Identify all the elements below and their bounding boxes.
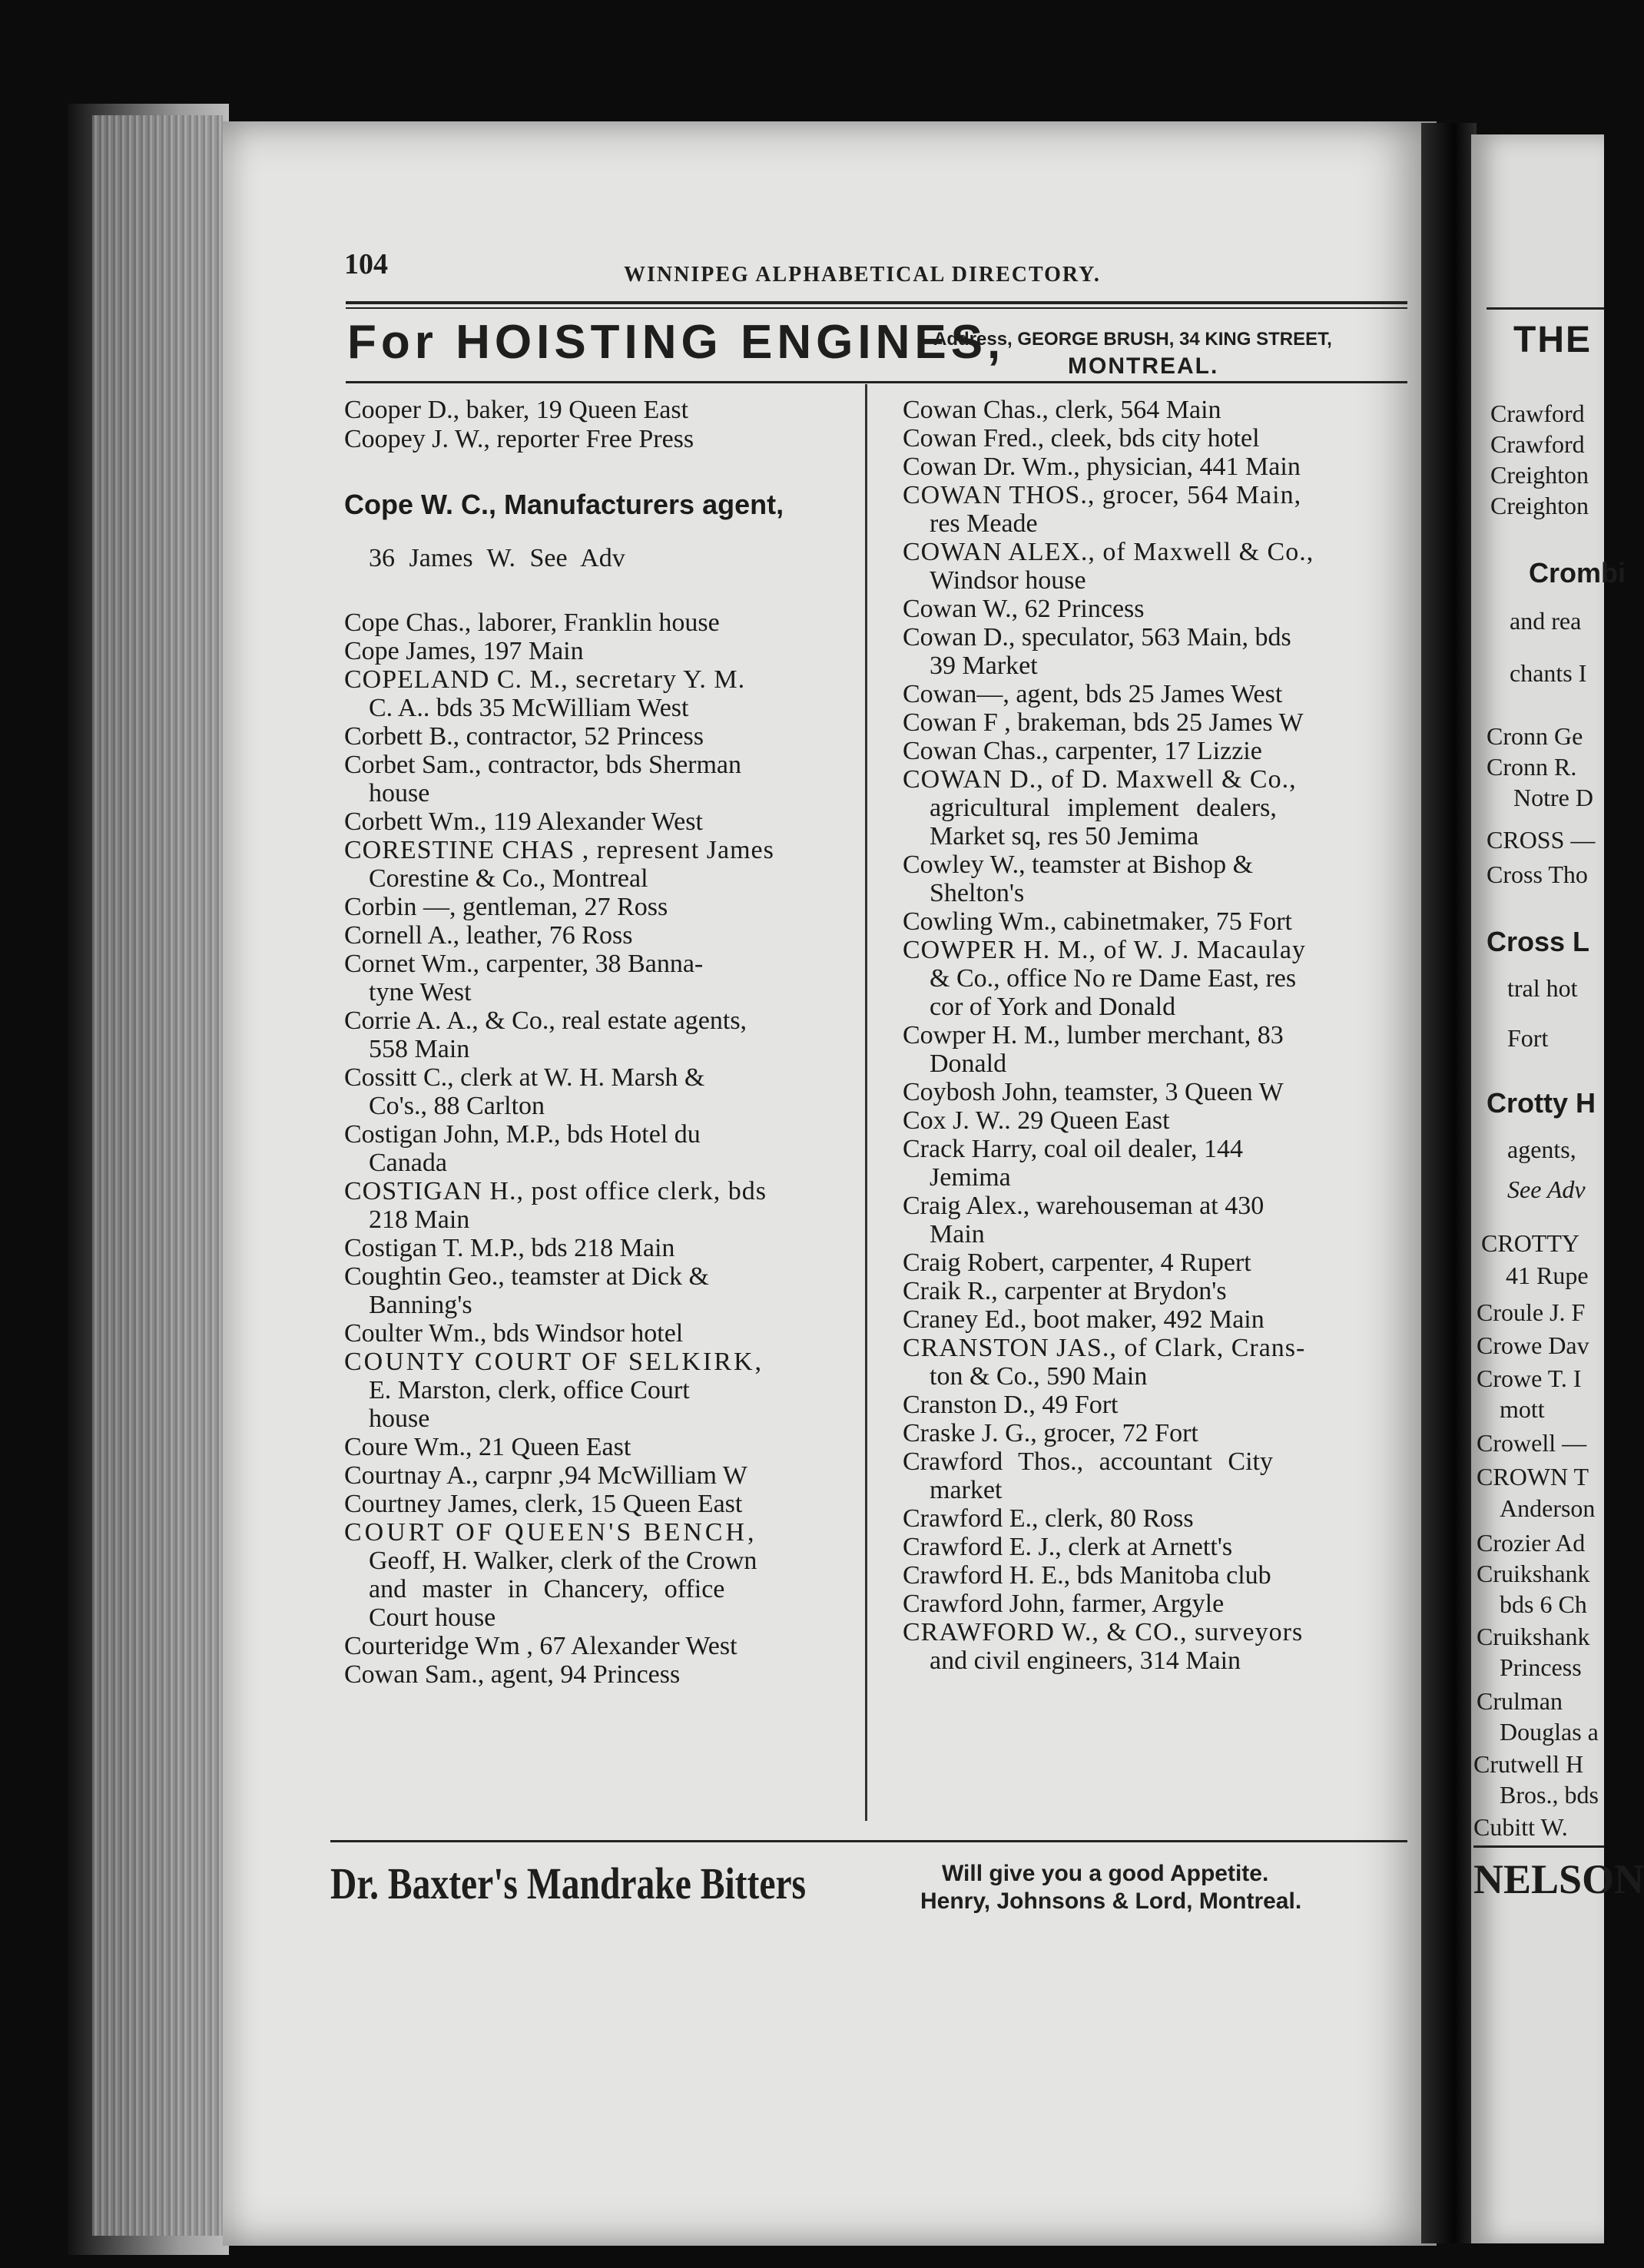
list-item: Anderson (1500, 1494, 1596, 1522)
list-item: Windsor house (930, 566, 1086, 595)
list-item: 558 Main (369, 1035, 470, 1063)
list-item: Cowling Wm., cabinetmaker, 75 Fort (903, 907, 1292, 936)
list-item: Crawford H. E., bds Manitoba club (903, 1561, 1271, 1590)
list-item: Notre D (1513, 784, 1593, 811)
list-item: Cruikshank (1477, 1560, 1590, 1587)
list-item: Cowan W., 62 Princess (903, 595, 1145, 623)
list-item: Bros., bds (1500, 1781, 1599, 1809)
list-item: and civil engineers, 314 Main (930, 1646, 1241, 1675)
list-item: Crowe T. I (1477, 1364, 1582, 1392)
list-item: Creighton (1490, 461, 1589, 489)
appetite-ad-line: Will give you a good Appetite. (942, 1861, 1269, 1886)
advertiser-line: Henry, Johnsons & Lord, Montreal. (920, 1888, 1302, 1914)
list-item: Crawford (1490, 400, 1585, 427)
list-item: and master in Chancery, office (369, 1575, 725, 1603)
list-item: COWAN ALEX., of Maxwell & Co., (903, 538, 1314, 566)
list-item: Canada (369, 1149, 447, 1177)
list-item: Cowan Chas., carpenter, 17 Lizzie (903, 737, 1262, 765)
list-item: Geoff, H. Walker, clerk of the Crown (369, 1547, 757, 1575)
header-rule-thin (346, 307, 1407, 309)
list-item: Courtney James, clerk, 15 Queen East (344, 1490, 743, 1518)
list-item: Cope W. C., Manufacturers agent, (344, 489, 784, 520)
list-item: Cowan Fred., cleek, bds city hotel (903, 424, 1260, 453)
list-item: Corbett B., contractor, 52 Princess (344, 722, 704, 751)
list-item: CROSS — (1487, 826, 1596, 854)
facing-page-header: THE (1513, 320, 1592, 360)
list-item: Cowan F , brakeman, bds 25 James W (903, 708, 1304, 737)
list-item: COWAN THOS., grocer, 564 Main, (903, 481, 1302, 509)
list-item: Banning's (369, 1291, 472, 1319)
list-item: Croule J. F (1477, 1298, 1586, 1326)
list-item: Donald (930, 1049, 1007, 1078)
book-gutter (1421, 123, 1477, 2243)
list-item: Princess (1500, 1653, 1582, 1681)
bottom-ad-rule (330, 1840, 1407, 1842)
ad-rule (346, 381, 1407, 383)
list-item: Coulter Wm., bds Windsor hotel (344, 1319, 684, 1348)
list-item: agents, (1507, 1136, 1576, 1163)
facing-header-rule (1487, 307, 1604, 310)
list-item: bds 6 Ch (1500, 1590, 1587, 1618)
list-item: Coure Wm., 21 Queen East (344, 1433, 631, 1461)
list-item: Court house (369, 1603, 496, 1632)
list-item: Cossitt C., clerk at W. H. Marsh & (344, 1063, 705, 1092)
list-item: Craney Ed., boot maker, 492 Main (903, 1305, 1264, 1334)
list-item: Craig Robert, carpenter, 4 Rupert (903, 1248, 1251, 1277)
list-item: house (369, 779, 430, 807)
list-item: Creighton (1490, 492, 1589, 519)
list-item: chants I (1510, 659, 1587, 687)
list-item: Courtnay A., carpnr ,94 McWilliam W (344, 1461, 747, 1490)
list-item: Cranston D., 49 Fort (903, 1391, 1119, 1419)
list-item: Crawford Thos., accountant City (903, 1447, 1274, 1476)
list-item: Cornell A., leather, 76 Ross (344, 921, 633, 950)
list-item: COWAN D., of D. Maxwell & Co., (903, 765, 1297, 794)
list-item: Cowan Chas., clerk, 564 Main (903, 396, 1221, 424)
list-item: Cooper D., baker, 19 Queen East (344, 396, 689, 424)
list-item: tral hot (1507, 974, 1578, 1002)
list-item: Crack Harry, coal oil dealer, 144 (903, 1135, 1243, 1163)
hoisting-engines-ad: For HOISTING ENGINES, (347, 316, 1006, 369)
list-item: COPELAND C. M., secretary Y. M. (344, 665, 746, 694)
list-item: Crozier Ad (1477, 1529, 1586, 1557)
list-item: res Meade (930, 509, 1038, 538)
list-item: CRAWFORD W., & CO., surveyors (903, 1618, 1304, 1646)
facing-bottom-rule (1473, 1845, 1604, 1848)
list-item: NELSON (1473, 1856, 1644, 1902)
list-item: Crawford John, farmer, Argyle (903, 1590, 1225, 1618)
list-item: CORESTINE CHAS , represent James (344, 836, 774, 864)
list-item: Crowell — (1477, 1429, 1587, 1457)
list-item: COURT OF QUEEN'S BENCH, (344, 1518, 757, 1547)
list-item: tyne West (369, 978, 472, 1006)
list-item: house (369, 1404, 430, 1433)
list-item: Cox J. W.. 29 Queen East (903, 1106, 1170, 1135)
list-item: COWPER H. M., of W. J. Macaulay (903, 936, 1306, 964)
list-item: Coybosh John, teamster, 3 Queen W (903, 1078, 1284, 1106)
list-item: Crowe Dav (1477, 1331, 1589, 1359)
list-item: Fort (1507, 1024, 1549, 1052)
list-item: Cowan D., speculator, 563 Main, bds (903, 623, 1291, 652)
list-item: Crawford E., clerk, 80 Ross (903, 1504, 1194, 1533)
list-item: Cowan Sam., agent, 94 Princess (344, 1660, 681, 1689)
list-item: Crawford (1490, 430, 1585, 458)
list-item: Crotty H (1487, 1087, 1596, 1119)
list-item: Cross L (1487, 926, 1590, 957)
list-item: Costigan T. M.P., bds 218 Main (344, 1234, 675, 1262)
column-divider (865, 384, 867, 1821)
list-item: Cubitt W. (1473, 1813, 1568, 1841)
list-item: agricultural implement dealers, (930, 794, 1277, 822)
list-item: market (930, 1476, 1003, 1504)
list-item: Cope James, 197 Main (344, 637, 584, 665)
list-item: Market sq, res 50 Jemima (930, 822, 1199, 850)
list-item: COSTIGAN H., post office clerk, bds (344, 1177, 767, 1205)
page-title: WINNIPEG ALPHABETICAL DIRECTORY. (624, 263, 1101, 287)
list-item: Craik R., carpenter at Brydon's (903, 1277, 1227, 1305)
list-item: E. Marston, clerk, office Court (369, 1376, 690, 1404)
list-item: Shelton's (930, 879, 1025, 907)
list-item: See Adv (1507, 1175, 1586, 1203)
list-item: 218 Main (369, 1205, 470, 1234)
header-rule (346, 301, 1407, 304)
list-item: Cronn R. (1487, 753, 1577, 781)
ad-city: MONTREAL. (1068, 353, 1219, 379)
list-item: Corbett Wm., 119 Alexander West (344, 807, 703, 836)
list-item: Cruikshank (1477, 1623, 1590, 1650)
list-item: Crulman (1477, 1687, 1563, 1715)
list-item: Corestine & Co., Montreal (369, 864, 648, 893)
list-item: Cope Chas., laborer, Franklin house (344, 608, 720, 637)
list-item: Crutwell H (1473, 1750, 1584, 1778)
list-item: Craske J. G., grocer, 72 Fort (903, 1419, 1198, 1447)
mandrake-bitters-ad: Dr. Baxter's Mandrake Bitters (330, 1858, 807, 1908)
list-item: Coughtin Geo., teamster at Dick & (344, 1262, 709, 1291)
list-item: ton & Co., 590 Main (930, 1362, 1148, 1391)
list-item: CRANSTON JAS., of Clark, Crans- (903, 1334, 1306, 1362)
list-item: Cronn Ge (1487, 722, 1583, 750)
list-item: Cowley W., teamster at Bishop & (903, 850, 1254, 879)
list-item: Crawford E. J., clerk at Arnett's (903, 1533, 1233, 1561)
list-item: CROTTY (1481, 1229, 1579, 1257)
ad-address: Address, GEORGE BRUSH, 34 KING STREET, (933, 329, 1332, 350)
list-item: Corbet Sam., contractor, bds Sherman (344, 751, 742, 779)
list-item: CROWN T (1477, 1463, 1589, 1490)
list-item: Coopey J. W., reporter Free Press (344, 425, 694, 453)
list-item: Courteridge Wm , 67 Alexander West (344, 1632, 737, 1660)
list-item: Cowan Dr. Wm., physician, 441 Main (903, 453, 1301, 481)
list-item: Douglas a (1500, 1718, 1599, 1746)
list-item: Corrie A. A., & Co., real estate agents, (344, 1006, 747, 1035)
list-item: Main (930, 1220, 985, 1248)
list-item: and rea (1510, 607, 1582, 635)
list-item: mott (1500, 1395, 1545, 1423)
list-item: Cross Tho (1487, 860, 1588, 888)
list-item: Craig Alex., warehouseman at 430 (903, 1192, 1264, 1220)
list-item: Costigan John, M.P., bds Hotel du (344, 1120, 701, 1149)
list-item: cor of York and Donald (930, 993, 1176, 1021)
page-edges (92, 115, 223, 2236)
list-item: & Co., office No re Dame East, res (930, 964, 1297, 993)
list-item: Co's., 88 Carlton (369, 1092, 545, 1120)
list-item: Crombi (1529, 557, 1626, 589)
list-item: Cowper H. M., lumber merchant, 83 (903, 1021, 1284, 1049)
list-item: Cowan—, agent, bds 25 James West (903, 680, 1283, 708)
list-item: 41 Rupe (1506, 1262, 1589, 1289)
list-item: C. A.. bds 35 McWilliam West (369, 694, 689, 722)
list-item: COUNTY COURT OF SELKIRK, (344, 1348, 764, 1376)
list-item: 39 Market (930, 652, 1038, 680)
list-item: 36 James W. See Adv (369, 544, 625, 572)
list-item: Corbin —, gentleman, 27 Ross (344, 893, 668, 921)
list-item: Jemima (930, 1163, 1011, 1192)
list-item: Cornet Wm., carpenter, 38 Banna- (344, 950, 704, 978)
page-number: 104 (344, 248, 388, 280)
